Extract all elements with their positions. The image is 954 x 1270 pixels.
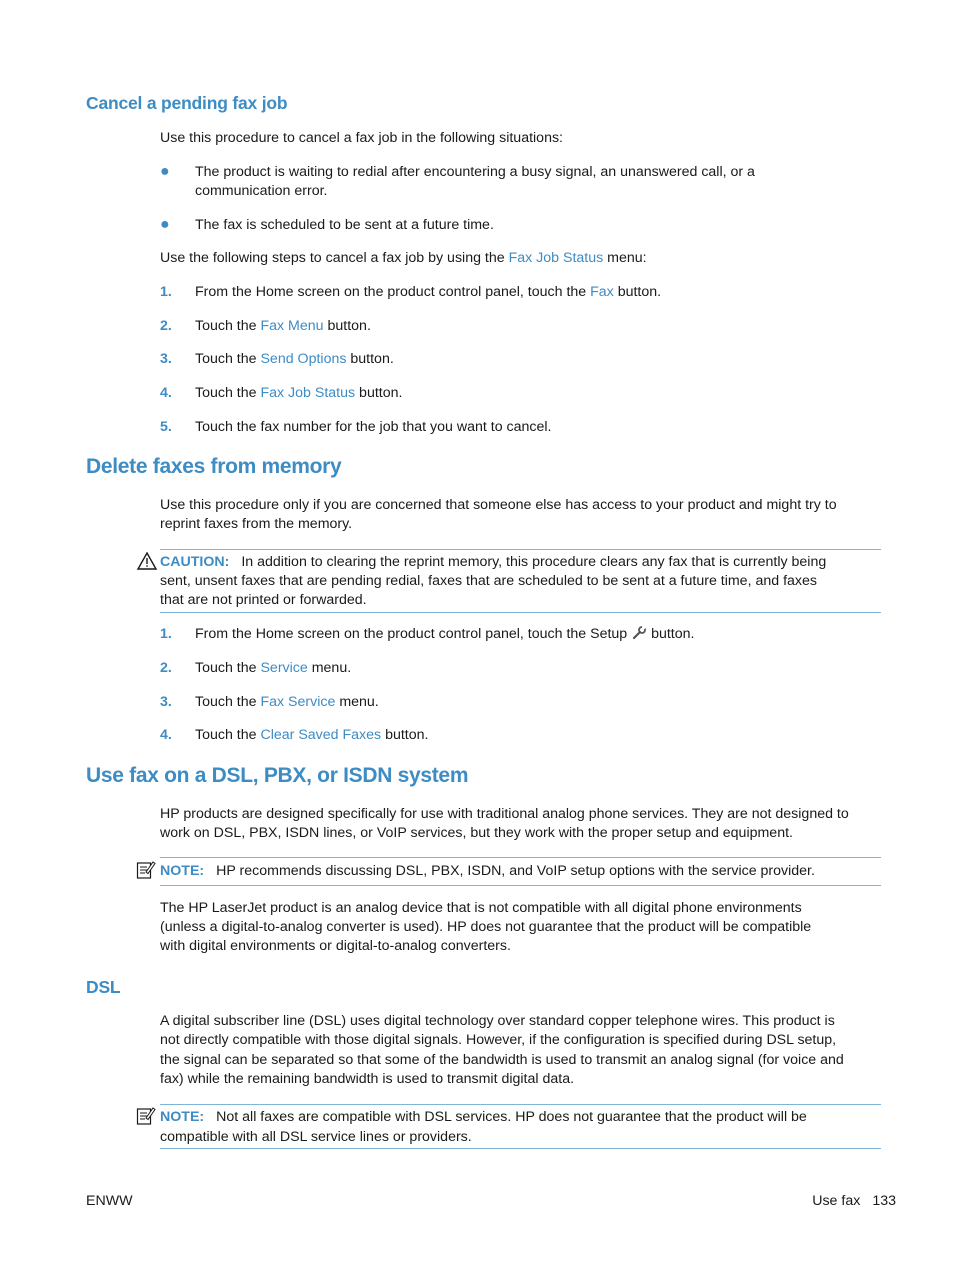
step-text — [195, 418, 551, 437]
step-text-a: Touch the — [195, 727, 261, 743]
note-box — [160, 857, 881, 886]
paragraph-line-1: A digital subscriber line (DSL) uses digital technology over standard copper telephone wires. This product is — [160, 1013, 835, 1029]
wrench-icon — [631, 626, 647, 640]
step-text-b: button. — [613, 284, 662, 300]
caution-line-1 — [160, 553, 882, 572]
intro-paragraph: Use this procedure to cancel a fax job in the following situations: — [160, 130, 563, 146]
step-number: 4. — [160, 727, 172, 743]
step-link: Fax — [590, 284, 614, 300]
warning-triangle-icon — [137, 552, 157, 576]
step-text — [195, 625, 694, 644]
paragraph-line-3: with digital environments or digital-to-analog converters. — [160, 938, 511, 954]
step-text-a: Touch the — [195, 660, 261, 676]
page-number: 133 — [872, 1193, 896, 1209]
paragraph-line-2: not directly compatible with those digital signals. However, if the configuration is specified during DSL setup, — [160, 1032, 837, 1048]
step-text-b: button. — [355, 385, 403, 401]
intro-line-2: reprint faxes from the memory. — [160, 516, 353, 532]
intro-line-2: work on DSL, PBX, ISDN lines, or VoIP services, but they work with the proper setup and equipment. — [160, 825, 793, 841]
step-text-a: From the Home screen on the product control panel, touch the Setup — [195, 626, 632, 642]
step-number: 1. — [160, 284, 172, 300]
steps-intro-text: Use the following steps to cancel a fax job by using the — [160, 250, 509, 266]
step-text-b: button. — [346, 351, 394, 367]
steps-intro — [160, 249, 882, 268]
bullet-icon: ● — [160, 216, 170, 233]
heading-cancel-pending-fax-job: Cancel a pending fax job — [86, 93, 288, 113]
note-icon — [136, 860, 156, 886]
list-item: The product is waiting to redial after encountering a busy signal, an unanswered call, or a — [195, 164, 755, 180]
caution-line-3: that are not printed or forwarded. — [160, 592, 367, 608]
step-link: Service — [260, 660, 308, 676]
step-text — [195, 317, 371, 336]
paragraph-line-3: the signal can be separated so that some of the bandwidth is used to transmit an analog signal (for voice and — [160, 1052, 844, 1068]
footer-left: ENWW — [86, 1193, 133, 1209]
caution-box — [160, 549, 881, 613]
heading-dsl: DSL — [86, 977, 121, 997]
footer-chapter: Use fax — [812, 1193, 861, 1209]
heading-use-fax-dsl-pbx-isdn: Use fax on a DSL, PBX, or ISDN system — [86, 764, 469, 787]
intro-line-1: HP products are designed specifically for use with traditional analog phone services. They are not designed to — [160, 806, 849, 822]
intro-line-1: Use this procedure only if you are concerned that someone else has access to your product and might try to — [160, 497, 837, 513]
step-number: 2. — [160, 660, 172, 676]
step-text-a: Touch the — [195, 385, 261, 401]
list-item: communication error. — [195, 183, 328, 199]
step-number: 1. — [160, 626, 172, 642]
list-item: The fax is scheduled to be sent at a future time. — [195, 217, 494, 233]
paragraph-line-2: (unless a digital-to-analog converter is used). HP does not guarantee that the product will be compatible — [160, 919, 812, 935]
step-text — [195, 693, 379, 712]
caution-label: CAUTION: — [160, 554, 230, 570]
note-text: Not all faxes are compatible with DSL services. HP does not guarantee that the product will be — [216, 1109, 807, 1125]
note-line-1 — [160, 1108, 882, 1127]
step-number: 3. — [160, 694, 172, 710]
step-text-b: menu. — [335, 694, 379, 710]
note-line-2: compatible with all DSL service lines or providers. — [160, 1129, 472, 1145]
note-label: NOTE: — [160, 1109, 205, 1125]
note-label: NOTE: — [160, 863, 205, 879]
steps-intro-text-end: menu: — [603, 250, 647, 266]
step-link: Fax Service — [260, 694, 336, 710]
step-text — [195, 283, 661, 302]
step-text-b: button. — [381, 727, 429, 743]
step-text-b: menu. — [307, 660, 352, 676]
step-text-a: Touch the fax number for the job that you want to cancel. — [195, 419, 552, 435]
note-text: HP recommends discussing DSL, PBX, ISDN, and VoIP setup options with the service provider. — [216, 863, 815, 879]
step-text-b: button. — [323, 318, 371, 334]
step-number: 3. — [160, 351, 172, 367]
fax-job-status-link: Fax Job Status — [508, 250, 604, 266]
note-box — [160, 1104, 881, 1149]
caution-line-2: sent, unsent faxes that are pending redial, faxes that are scheduled to be sent at a future time, and faxes — [160, 573, 817, 589]
step-text-b: button. — [647, 626, 695, 642]
step-text — [195, 350, 394, 369]
step-text — [195, 384, 402, 403]
footer-right — [812, 1192, 896, 1211]
step-text-a: Touch the — [195, 351, 261, 367]
bullet-icon: ● — [160, 163, 170, 180]
note-line — [160, 862, 882, 881]
step-text-a: Touch the — [195, 694, 261, 710]
heading-delete-faxes-from-memory: Delete faxes from memory — [86, 455, 342, 478]
paragraph-line-4: fax) while the remaining bandwidth is used to transmit digital data. — [160, 1071, 575, 1087]
step-link: Send Options — [260, 351, 347, 367]
step-number: 5. — [160, 419, 172, 435]
caution-text: In addition to clearing the reprint memory, this procedure clears any fax that is currently being — [241, 554, 827, 570]
step-text-a: Touch the — [195, 318, 261, 334]
paragraph-line-1: The HP LaserJet product is an analog device that is not compatible with all digital phone environments — [160, 900, 802, 916]
step-text — [195, 726, 428, 745]
note-icon — [136, 1106, 156, 1132]
step-number: 2. — [160, 318, 172, 334]
step-link: Clear Saved Faxes — [260, 727, 382, 743]
step-link: Fax Menu — [260, 318, 324, 334]
step-text-a: From the Home screen on the product control panel, touch the — [195, 284, 591, 300]
step-text — [195, 659, 351, 678]
step-number: 4. — [160, 385, 172, 401]
step-link: Fax Job Status — [260, 385, 356, 401]
